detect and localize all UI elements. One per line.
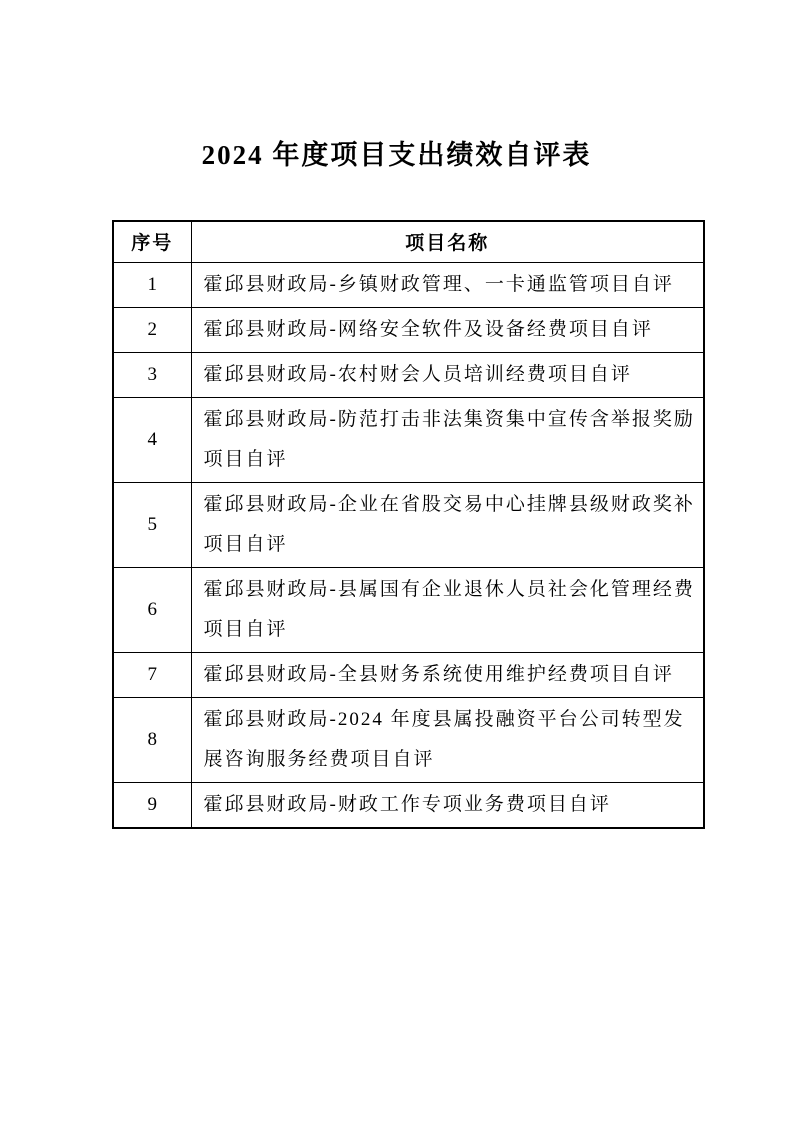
project-name: 霍邱县财政局-企业在省股交易中心挂牌县级财政奖补项目自评 (191, 482, 704, 567)
project-name: 霍邱县财政局-县属国有企业退休人员社会化管理经费项目自评 (191, 567, 704, 652)
row-index: 7 (113, 652, 191, 697)
project-name: 霍邱县财政局-乡镇财政管理、一卡通监管项目自评 (191, 262, 704, 307)
page-title: 2024 年度项目支出绩效自评表 (201, 140, 592, 170)
project-name: 霍邱县财政局-2024 年度县属投融资平台公司转型发展咨询服务经费项目自评 (191, 697, 704, 782)
projects-table (112, 220, 705, 829)
project-name: 霍邱县财政局-网络安全软件及设备经费项目自评 (191, 307, 704, 352)
table-row (113, 697, 704, 782)
table-row (113, 782, 704, 828)
table-row (113, 352, 704, 397)
row-index: 2 (113, 307, 191, 352)
project-name: 霍邱县财政局-农村财会人员培训经费项目自评 (191, 352, 704, 397)
row-index: 4 (113, 397, 191, 482)
table-row (113, 567, 704, 652)
project-name: 霍邱县财政局-防范打击非法集资集中宣传含举报奖励项目自评 (191, 397, 704, 482)
row-index: 8 (113, 697, 191, 782)
project-name: 霍邱县财政局-全县财务系统使用维护经费项目自评 (191, 652, 704, 697)
table-row (113, 397, 704, 482)
table-row (113, 652, 704, 697)
row-index: 9 (113, 782, 191, 828)
table-row (113, 482, 704, 567)
project-name: 霍邱县财政局-财政工作专项业务费项目自评 (191, 782, 704, 828)
table-row (113, 262, 704, 307)
row-index: 1 (113, 262, 191, 307)
row-index: 5 (113, 482, 191, 567)
header-cell-name: 项目名称 (191, 221, 704, 262)
table-header-row (113, 221, 704, 262)
row-index: 3 (113, 352, 191, 397)
row-index: 6 (113, 567, 191, 652)
table-row (113, 307, 704, 352)
header-cell-no: 序号 (113, 221, 191, 262)
